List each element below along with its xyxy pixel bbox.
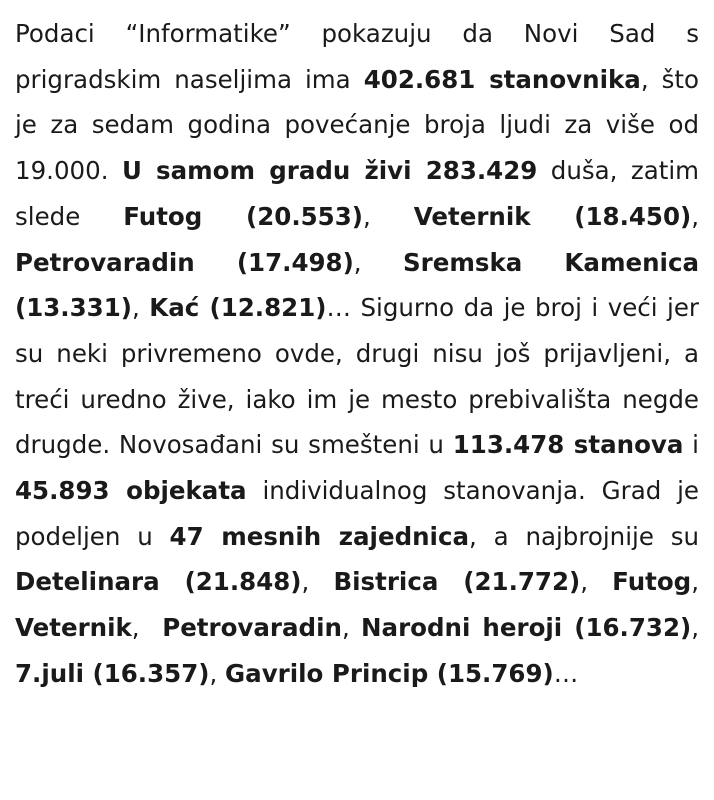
highlighted-figure: 7.juli (16.357) [15, 658, 210, 688]
highlighted-figure: 47 mesnih zajednica [169, 521, 470, 551]
text-segment: , [209, 658, 226, 688]
text-segment: Podaci “Informatike” pokazuju da Novi Sad s prigradskim naseljima ima [15, 19, 699, 94]
text-segment: , [131, 613, 163, 643]
highlighted-figure: 402.681 stanovnika [363, 64, 641, 94]
text-segment: , [691, 201, 700, 231]
highlighted-figure: 113.478 stanova [452, 430, 684, 460]
highlighted-figure: Petrovaradin (17.498) [15, 247, 354, 277]
text-segment: … [553, 658, 579, 688]
highlighted-figure: Futog [612, 567, 692, 597]
text-segment: … Sigurno da je broj i veći jer su neki privremeno ovde, drugi nisu još prijavljeni, a treći uredno žive, iako im je mesto prebivališta negde drugde. Novosađani su smešteni u [15, 293, 700, 460]
highlighted-figure: 45.893 objekata [15, 476, 247, 506]
text-segment: , [691, 613, 699, 643]
highlighted-figure: Futog (20.553) [123, 201, 363, 231]
highlighted-figure: Veternik [15, 613, 132, 643]
text-segment: , [353, 247, 403, 277]
highlighted-figure: Petrovaradin [162, 613, 342, 643]
article-paragraph [15, 11, 699, 697]
highlighted-figure: Kać (12.821) [149, 293, 327, 323]
text-segment: duša, zatim slede [15, 156, 700, 231]
text-segment: individualnog stanovanja. Grad je podeljen u [15, 476, 699, 551]
text-segment: , [691, 567, 700, 597]
text-segment: , [362, 201, 414, 231]
text-segment: , a najbrojnije su [469, 521, 699, 551]
highlighted-figure: Sremska Kamenica (13.331) [15, 247, 699, 323]
highlighted-figure: Narodni heroji (16.732) [361, 613, 692, 643]
highlighted-figure: Bistrica (21.772) [333, 567, 581, 597]
text-segment: , [580, 567, 613, 597]
text-segment: i [683, 430, 699, 460]
text-segment: , što je za sedam godina povećanje broja ljudi za više od 19.000. [15, 64, 700, 186]
text-segment: , [301, 567, 334, 597]
text-segment: , [341, 613, 362, 643]
highlighted-figure: Detelinara (21.848) [15, 567, 302, 597]
highlighted-figure: Gavrilo Princip (15.769) [225, 658, 554, 688]
highlighted-figure: U samom gradu živi 283.429 [121, 156, 538, 186]
highlighted-figure: Veternik (18.450) [413, 201, 692, 231]
text-segment: , [131, 293, 150, 323]
